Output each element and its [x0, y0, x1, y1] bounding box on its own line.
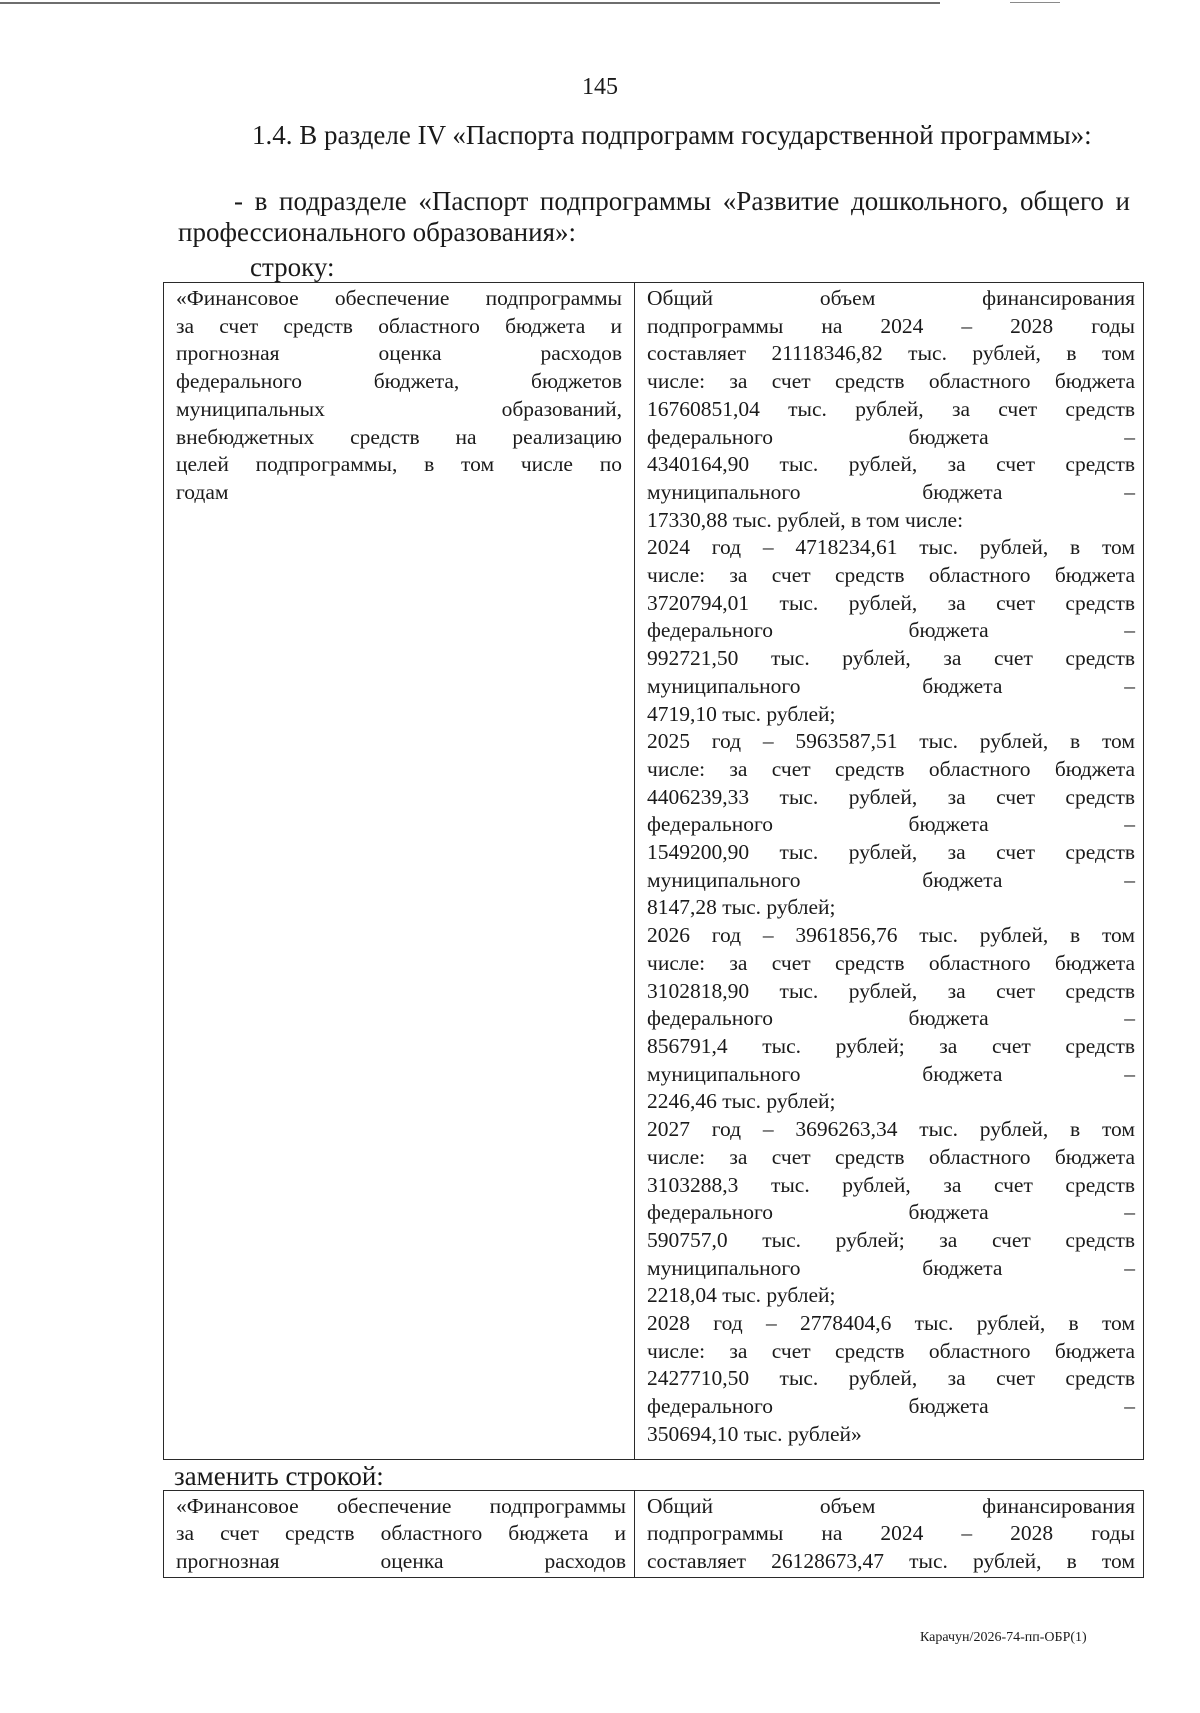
table-text-line: числе: за счет средств областного бюджета — [647, 950, 1135, 975]
new-right-cell — [635, 1491, 1144, 1578]
table-text-line: 992721,50 тыс. рублей, за счет средств — [647, 646, 1135, 671]
old-right-cell — [635, 283, 1144, 1460]
table-text-line: за счет средств областного бюджета и — [176, 1521, 626, 1546]
table-text-line: числе: за счет средств областного бюджета — [647, 1338, 1135, 1363]
table-text-line: числе: за счет средств областного бюджета — [647, 369, 1135, 394]
table-text-line: 2026 год – 3961856,76 тыс. рублей, в том — [647, 923, 1135, 948]
table-text-line: федерального бюджета – — [647, 812, 1135, 837]
old-left-text — [164, 283, 634, 507]
table-text-line: Общий объем финансирования — [647, 1494, 1135, 1518]
label-replace-with: заменить строкой: — [174, 1461, 384, 1491]
new-financing-table — [163, 1490, 1144, 1578]
table-text-line: 2024 год – 4718234,61 тыс. рублей, в том — [647, 535, 1135, 560]
table-text-line: числе: за счет средств областного бюджета — [647, 563, 1135, 588]
table-text-line: «Финансовое обеспечение подпрограммы — [176, 286, 622, 310]
table-text-line: 4406239,33 тыс. рублей, за счет средств — [647, 784, 1135, 809]
table-text-line: муниципального бюджета – — [647, 673, 1135, 698]
table-text-line: 1549200,90 тыс. рублей, за счет средств — [647, 840, 1135, 865]
table-text-line: федерального бюджета – — [647, 1394, 1135, 1419]
table-text-line: «Финансовое обеспечение подпрограммы — [176, 1494, 626, 1518]
table-text-line: 16760851,04 тыс. рублей, за счет средств — [647, 396, 1135, 421]
table-text-line: 590757,0 тыс. рублей; за счет средств — [647, 1227, 1135, 1252]
table-text-line: 17330,88 тыс. рублей, в том числе: — [647, 507, 964, 532]
table-text-line: числе: за счет средств областного бюджета — [647, 756, 1135, 781]
table-text-line: целей подпрограммы, в том числе по — [176, 452, 622, 477]
old-financing-table — [163, 282, 1144, 1460]
table-text-line: числе: за счет средств областного бюджета — [647, 1144, 1135, 1169]
label-line-before: строку: — [250, 252, 335, 282]
table-text-line: 3720794,01 тыс. рублей, за счет средств — [647, 590, 1135, 615]
table-text-line: федерального бюджета, бюджетов — [176, 369, 622, 394]
table-text-line: муниципальных образований, — [176, 396, 622, 421]
scan-top-edge-mark — [1010, 2, 1060, 3]
table-text-line: 4340164,90 тыс. рублей, за счет средств — [647, 452, 1135, 477]
table-text-line: муниципального бюджета – — [647, 479, 1135, 504]
table-text-line: 2028 год – 2778404,6 тыс. рублей, в том — [647, 1311, 1135, 1336]
table-text-line: 2218,04 тыс. рублей; — [647, 1283, 836, 1308]
scan-top-edge — [0, 2, 940, 4]
table-text-line: 2027 год – 3696263,34 тыс. рублей, в том — [647, 1117, 1135, 1142]
old-left-cell — [164, 283, 635, 1460]
table-text-line: 2246,46 тыс. рублей; — [647, 1089, 836, 1114]
table-text-line: муниципального бюджета – — [647, 1255, 1135, 1280]
table-text-line: прогнозная оценка расходов — [176, 1548, 626, 1573]
table-text-line: Общий объем финансирования — [647, 286, 1135, 310]
section-paragraph: 1.4. В разделе IV «Паспорта подпрограмм государственной программы»: — [252, 120, 1092, 150]
table-text-line: федерального бюджета – — [647, 618, 1135, 643]
table-text-line: муниципального бюджета – — [647, 1061, 1135, 1086]
table-text-line: за счет средств областного бюджета и — [176, 313, 622, 338]
table-text-line: 3103288,3 тыс. рублей, за счет средств — [647, 1172, 1135, 1197]
table-text-line: 3102818,90 тыс. рублей, за счет средств — [647, 978, 1135, 1003]
page-number: 145 — [582, 74, 618, 100]
table-text-line: 350694,10 тыс. рублей» — [647, 1421, 862, 1446]
table-text-line: 4719,10 тыс. рублей; — [647, 701, 836, 726]
table-text-line: подпрограммы на 2024 – 2028 годы — [647, 313, 1135, 338]
document-footer-code: Карачун/2026-74-пп-ОБР(1) — [920, 1630, 1087, 1645]
table-text-line: 2427710,50 тыс. рублей, за счет средств — [647, 1366, 1135, 1391]
table-text-line: 2025 год – 5963587,51 тыс. рублей, в том — [647, 729, 1135, 754]
table-text-line: составляет 26128673,47 тыс. рублей, в том — [647, 1548, 1135, 1573]
table-text-line: прогнозная оценка расходов — [176, 341, 622, 366]
table-text-line: федерального бюджета – — [647, 424, 1135, 449]
table-text-line: федерального бюджета – — [647, 1006, 1135, 1031]
table-text-line: годам — [176, 479, 229, 504]
new-right-text — [635, 1491, 1143, 1575]
table-text-line: составляет 21118346,82 тыс. рублей, в том — [647, 341, 1135, 366]
old-right-text — [635, 283, 1143, 1449]
table-text-line: федерального бюджета – — [647, 1200, 1135, 1225]
table-text-line: внебюджетных средств на реализацию — [176, 424, 622, 449]
new-left-cell — [164, 1491, 635, 1578]
new-left-text — [164, 1491, 634, 1575]
table-text-line: подпрограммы на 2024 – 2028 годы — [647, 1521, 1135, 1546]
table-text-line: муниципального бюджета – — [647, 867, 1135, 892]
table-text-line: 8147,28 тыс. рублей; — [647, 895, 836, 920]
subsection-paragraph: - в подразделе «Паспорт подпрограммы «Развитие дошкольного, общего и профессионального образования»: — [178, 186, 1130, 247]
table-text-line: 856791,4 тыс. рублей; за счет средств — [647, 1033, 1135, 1058]
